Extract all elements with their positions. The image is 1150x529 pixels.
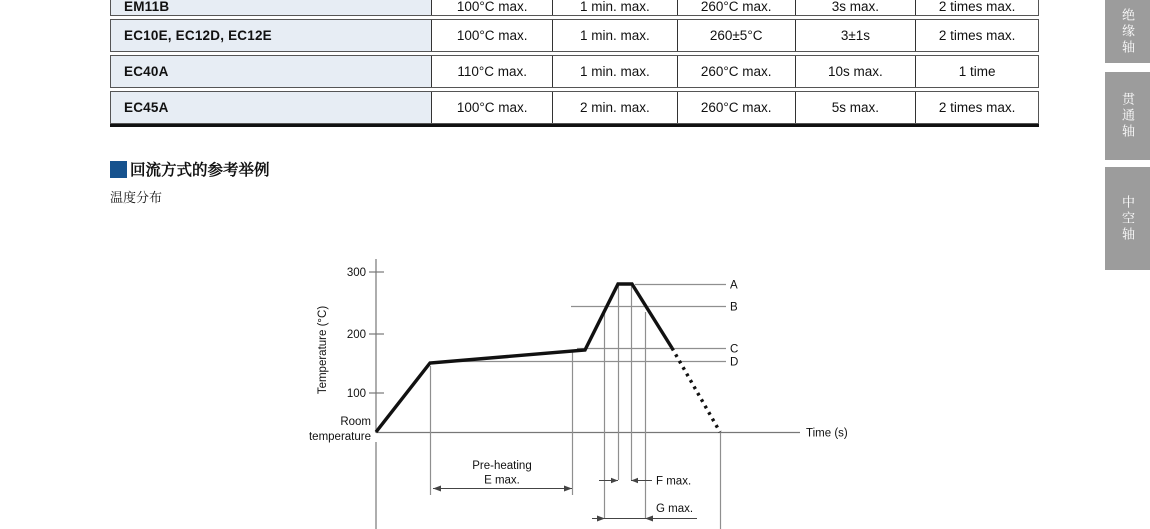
- arrow-right-icon: [597, 516, 605, 522]
- sidebar-tab-insulated-shaft[interactable]: [1105, 0, 1150, 63]
- table-cell-ambient-time: 1 min. max.: [553, 20, 678, 51]
- section-title: 回流方式的参考举例: [130, 162, 270, 179]
- table-cell-solder-time: 3±1s: [796, 20, 917, 51]
- preheat-label: Pre-heating: [472, 460, 532, 472]
- arrow-right-icon: [564, 486, 572, 492]
- profile-line-solid: [376, 284, 672, 432]
- y-tick-label: 300: [346, 267, 366, 279]
- table-cell-cycles: 2 times max.: [938, 0, 1016, 14]
- soldering-conditions-table: [110, 0, 1039, 127]
- table-cell-ambient-temp: 100°C max.: [432, 92, 553, 123]
- arrow-left-icon: [433, 486, 441, 492]
- section-marker-icon: [110, 161, 127, 178]
- arrow-right-icon: [611, 478, 618, 483]
- table-row: [110, 0, 1039, 16]
- y-axis-title: Temperature (°C): [317, 305, 329, 395]
- table-bottom-rule: [110, 124, 1039, 127]
- sidebar-tab-hollow-shaft[interactable]: [1105, 167, 1150, 270]
- f-max-label: F max.: [656, 475, 692, 488]
- origin-label: Room: [340, 416, 371, 428]
- sidebar-tab-label: 绝缘轴: [1120, 7, 1135, 56]
- table-cell-model: EC40A: [111, 56, 432, 87]
- y-axis: [369, 259, 384, 529]
- table-cell-ambient-temp: 100°C max.: [432, 0, 553, 15]
- section-subtitle: 温度分布: [110, 190, 163, 205]
- table-row: [110, 91, 1039, 124]
- profile-line-dotted: [672, 348, 720, 432]
- sidebar-tab-through-shaft[interactable]: [1105, 72, 1150, 160]
- table-cell-ambient-temp: 100°C max.: [432, 20, 553, 51]
- table-cell-cycles: 1 time: [958, 64, 996, 79]
- table-cell-cycles: 2 times max.: [938, 28, 1016, 43]
- table-cell-model: EC45A: [111, 92, 432, 123]
- reference-lines: [452, 285, 726, 362]
- table-cell-solder-temp: 260°C max.: [678, 56, 796, 87]
- arrow-left-icon: [631, 478, 638, 483]
- table-cell-model: EC10E, EC12D, EC12E: [111, 20, 432, 51]
- table-row: [110, 19, 1039, 52]
- table-cell-solder-time: 3s max.: [796, 0, 917, 15]
- preheat-label: E max.: [484, 474, 520, 487]
- ref-label-d: D: [730, 356, 739, 369]
- table-cell-solder-temp: 260±5°C: [678, 20, 796, 51]
- guide-lines: [431, 286, 721, 529]
- table-cell-ambient-time: 1 min. max.: [553, 56, 678, 87]
- table-cell-solder-time: 10s max.: [796, 56, 917, 87]
- ref-label-a: A: [730, 279, 738, 292]
- y-tick-label: 100: [346, 388, 366, 400]
- x-axis-title: Time (s): [806, 427, 848, 440]
- table-cell-ambient-time: 2 min. max.: [553, 92, 678, 123]
- table-cell-solder-temp: 260°C max.: [678, 0, 796, 15]
- table-cell-ambient-time: 1 min. max.: [553, 0, 678, 15]
- y-tick-label: 200: [346, 329, 366, 341]
- arrow-left-icon: [645, 516, 653, 522]
- sidebar-tab-label: 中空轴: [1120, 194, 1135, 243]
- ref-label-b: B: [730, 301, 738, 314]
- table-cell-solder-temp: 260°C max.: [678, 92, 796, 123]
- table-cell-model: EM11B: [111, 0, 432, 15]
- g-max-label: G max.: [656, 503, 694, 515]
- table-cell-ambient-temp: 110°C max.: [432, 56, 553, 87]
- table-cell-cycles: 2 times max.: [938, 100, 1016, 115]
- table-cell-solder-time: 5s max.: [796, 92, 917, 123]
- table-row: [110, 55, 1039, 88]
- ref-label-c: C: [730, 343, 739, 356]
- origin-label: temperature: [308, 431, 371, 443]
- sidebar-tab-label: 贯通轴: [1120, 92, 1135, 140]
- section-header: [110, 158, 270, 180]
